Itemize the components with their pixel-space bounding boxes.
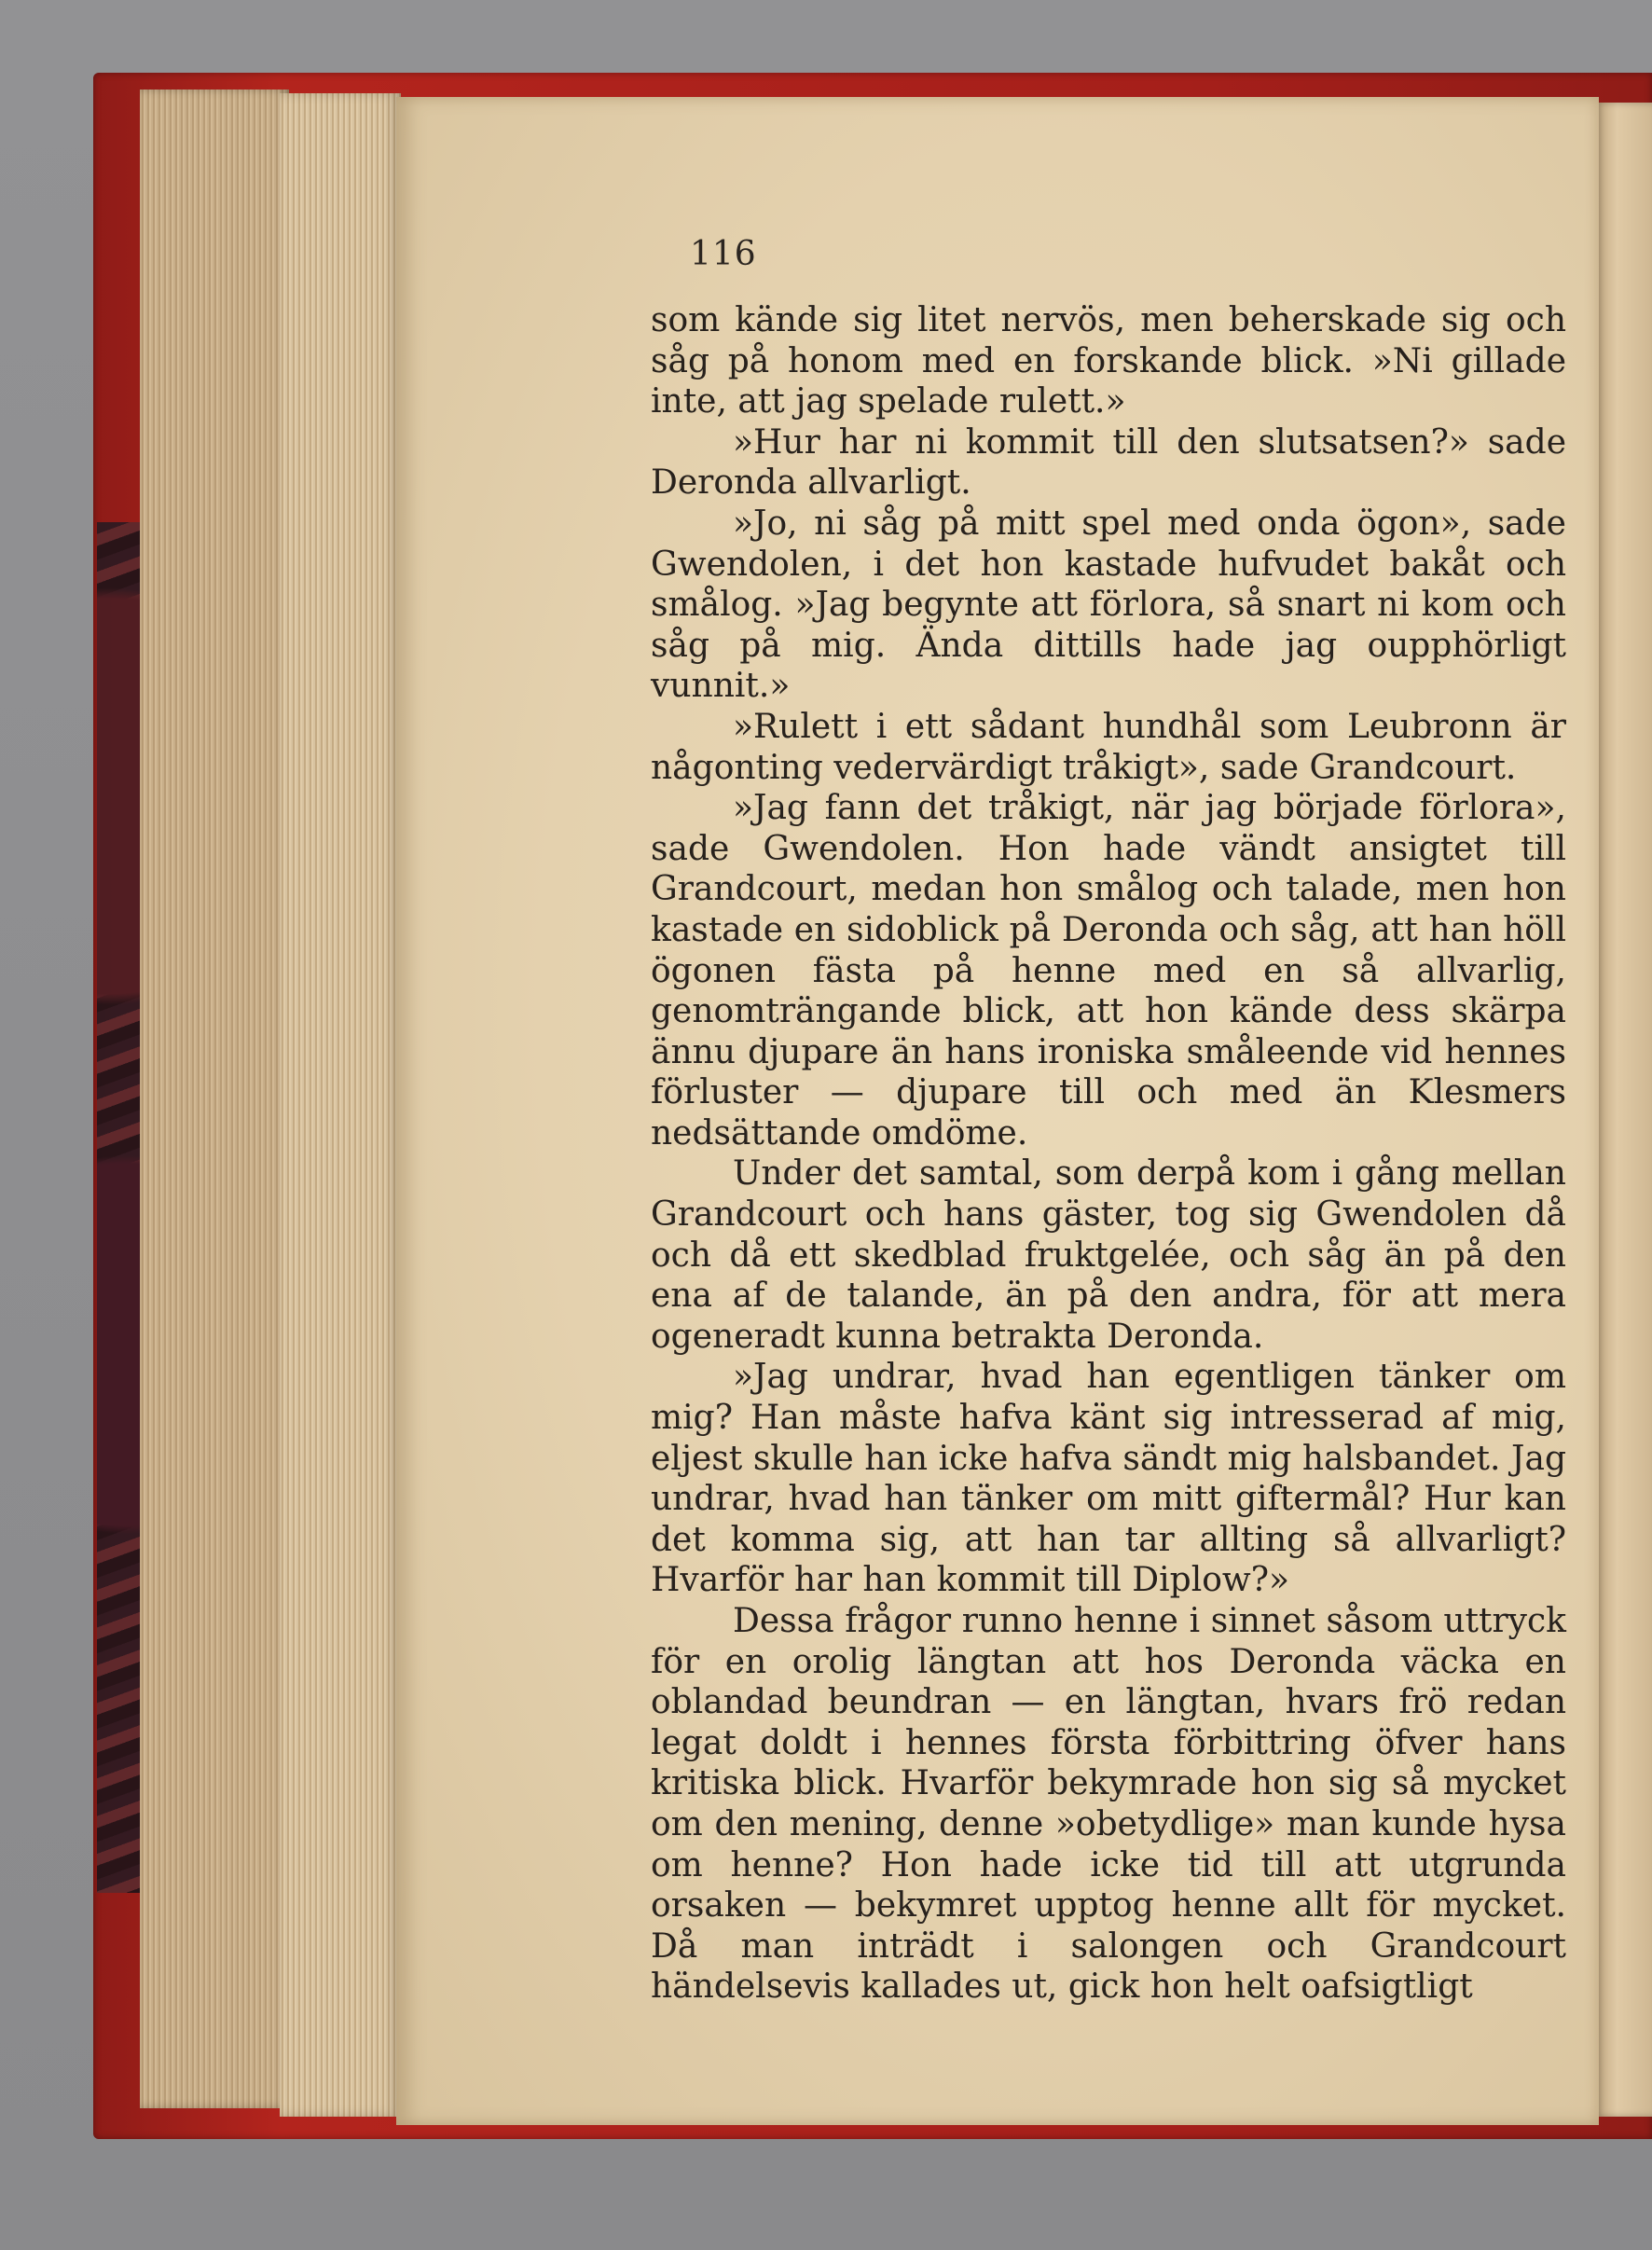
paragraph: som kände sig litet nervös, men beherskade sig och såg på honom med en forskande blick. »Ni gillade inte, att jag spelade rulett.» — [651, 301, 1566, 421]
paragraph: »Jag fann det tråkigt, när jag började förlora», sade Gwendolen. Hon hade vändt ansigtet till Grandcourt, medan hon smålog och talade, men hon kastade en sidoblick på Deronda och såg, att han höll ögonen fästa på henne med en så allvarlig, genomträngande blick, att hon kände dess skärpa ännu djupare än hans ironiska småleende vid hennes förluster — djupare till och med än Klesmers nedsättande omdöme. — [651, 789, 1566, 1153]
marbled-edge — [97, 522, 140, 1893]
paragraph: »Hur har ni kommit till den slutsatsen?» sade Deronda allvarligt. — [651, 422, 1566, 503]
page-text — [651, 300, 1566, 2008]
paragraph: »Jag undrar, hvad han egentligen tänker om mig? Han måste hafva känt sig intresserad af mig, eljest skulle han icke hafva sändt mig halsbandet. Jag undrar, hvad han tänker om mitt giftermål? Hur kan det komma sig, att han tar allting så allvarligt? Hvarför har han kommit till Diplow?» — [651, 1358, 1566, 1600]
paragraph: Under det samtal, som derpå kom i gång mellan Grandcourt och hans gäster, tog sig Gwendolen då och då ett skedblad fruktgelée, och såg än på den ena af de talande, än på den andra, för att mera ogeneradt kunna betrakta Deronda. — [651, 1154, 1566, 1356]
facing-page-edge — [1594, 103, 1652, 2117]
page-edges-outer — [140, 90, 289, 2108]
page-number: 116 — [690, 235, 757, 273]
paragraph: »Rulett i ett sådant hundhål som Leubronn är någonting vedervärdigt tråkigt», sade Grandcourt. — [651, 707, 1566, 787]
paragraph: »Jo, ni såg på mitt spel med onda ögon», sade Gwendolen, i det hon kastade hufvudet bakåt och smålog. »Jag begynte att förlora, så snart ni kom och såg på mig. Ända dittills hade jag oupphörligt vunnit.» — [651, 504, 1566, 706]
page-edges-inner — [280, 93, 401, 2117]
paragraph: Dessa frågor runno henne i sinnet såsom uttryck för en orolig längtan att hos Deronda väcka en oblandad beundran — en längtan, hvars frö redan legat doldt i hennes första förbittring öfver hans kritiska blick. Hvarför bekymrade hon sig så mycket om den mening, denne »obetydlige» man kunde hysa om henne? Hon hade icke tid till att utgrunda orsaken — bekymret upptog henne allt för mycket. Då man inträdt i salongen och Grandcourt händelsevis kallades ut, gick hon helt oafsigtligt — [651, 1602, 1566, 2007]
